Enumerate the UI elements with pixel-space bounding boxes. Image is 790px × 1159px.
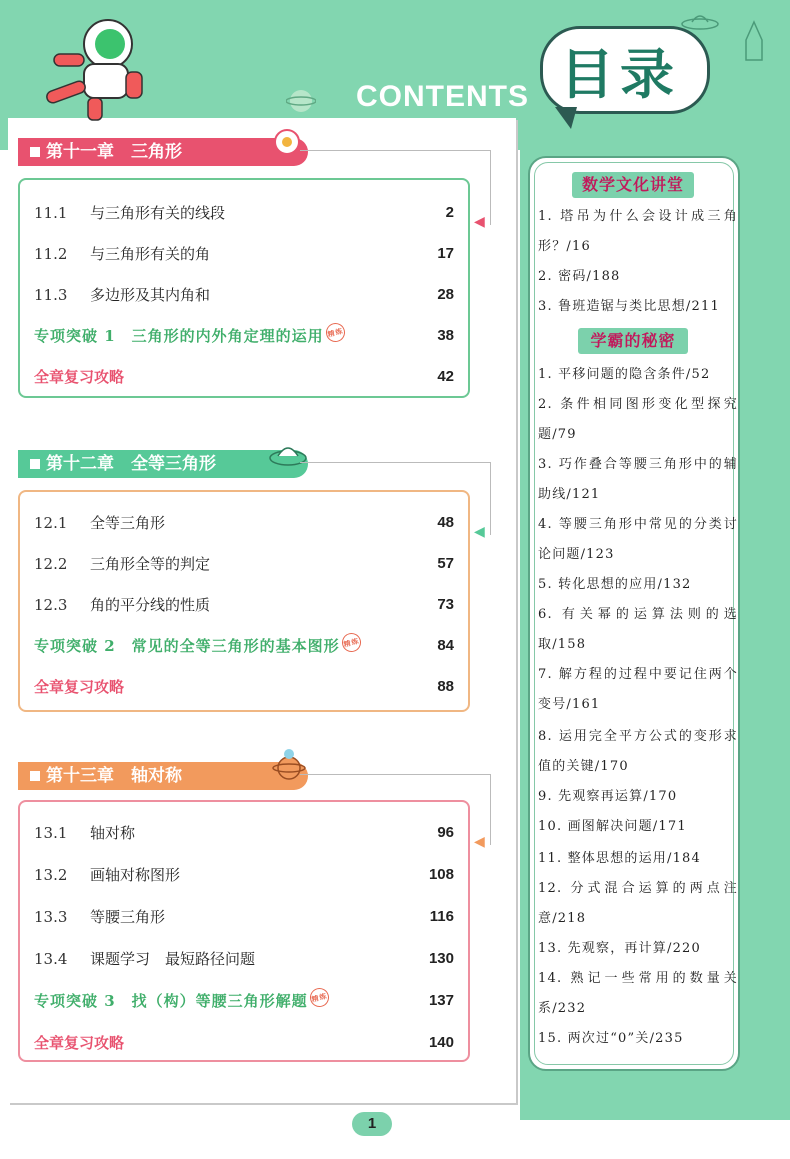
robot-icon bbox=[270, 124, 304, 162]
chapter-12-box bbox=[18, 490, 470, 712]
section-title: 角的平分线的性质 bbox=[90, 596, 211, 614]
section-title: 三角形全等的判定 bbox=[90, 555, 211, 573]
section-page: 116 bbox=[429, 908, 454, 925]
section-page: 17 bbox=[437, 245, 454, 262]
sidebar-item[interactable]: 6. 有关幂的运算法则的选取/158 bbox=[538, 607, 738, 652]
section-title: 与三角形有关的线段 bbox=[90, 204, 226, 222]
section-page: 96 bbox=[437, 824, 454, 841]
sidebar-item[interactable]: 12. 分式混合运算的两点注意/218 bbox=[538, 881, 738, 926]
sidebar-item[interactable]: 3. 鲁班造锯与类比思想/211 bbox=[538, 299, 720, 314]
chapter-title: 第十三章 轴对称 bbox=[46, 766, 182, 786]
arrow-left-icon: ◀ bbox=[474, 834, 485, 850]
contents-title: CONTENTS bbox=[356, 80, 529, 113]
section-row[interactable] bbox=[34, 241, 454, 267]
square-bullet-icon bbox=[30, 147, 40, 157]
sidebar-item[interactable]: 1. 塔吊为什么会设计成三角形？/16 bbox=[538, 209, 738, 254]
section-title: 轴对称 bbox=[90, 824, 136, 842]
special-topic-row[interactable] bbox=[34, 988, 454, 1014]
special-topic-row[interactable] bbox=[34, 323, 454, 349]
sidebar-item[interactable]: 3. 巧作叠合等腰三角形中的辅助线/121 bbox=[538, 457, 738, 502]
special-topic-title: 专项突破 3 找（构）等腰三角形解题 精练 bbox=[34, 988, 329, 1014]
sidebar-item[interactable]: 7. 解方程的过程中要记住两个变号/161 bbox=[538, 667, 738, 712]
chapter-13-tag[interactable] bbox=[18, 762, 308, 790]
stamp-icon: 精练 bbox=[324, 321, 347, 344]
review-page: 42 bbox=[437, 368, 454, 385]
section-number: 13.1 bbox=[34, 824, 68, 842]
sidebar-item[interactable]: 1. 平移问题的隐含条件/52 bbox=[538, 367, 711, 382]
section-row[interactable] bbox=[34, 510, 454, 536]
section-number: 12.2 bbox=[34, 555, 68, 573]
sidebar-item[interactable]: 2. 密码/188 bbox=[538, 269, 621, 284]
sidebar-item[interactable]: 14. 熟记一些常用的数量关系/232 bbox=[538, 971, 738, 1016]
page-title: 目录 bbox=[560, 43, 680, 106]
section-number: 12.1 bbox=[34, 514, 68, 532]
special-topic-row[interactable] bbox=[34, 633, 454, 659]
chapter-title: 第十一章 三角形 bbox=[46, 142, 182, 162]
review-page: 88 bbox=[437, 678, 454, 695]
sidebar-item[interactable]: 13. 先观察，再计算/220 bbox=[538, 941, 701, 956]
chapter-13-box bbox=[18, 800, 470, 1062]
section-row[interactable] bbox=[34, 862, 454, 888]
section-title: 等腰三角形 bbox=[90, 908, 166, 926]
review-title: 全章复习攻略 bbox=[34, 368, 125, 386]
planet-icon bbox=[286, 86, 316, 116]
section-page: 48 bbox=[437, 514, 454, 531]
arrow-left-icon: ◀ bbox=[474, 214, 485, 230]
stamp-icon: 精练 bbox=[340, 631, 363, 654]
chapter-11-tag[interactable] bbox=[18, 138, 308, 166]
review-page: 140 bbox=[428, 1034, 454, 1051]
section-row[interactable] bbox=[34, 200, 454, 226]
sidebar-item[interactable]: 11. 整体思想的运用/184 bbox=[538, 851, 701, 866]
chapter-title: 第十二章 全等三角形 bbox=[46, 454, 216, 474]
sidebar-item[interactable]: 5. 转化思想的应用/132 bbox=[538, 577, 692, 592]
stamp-icon: 精练 bbox=[308, 986, 331, 1009]
sidebar-item[interactable]: 8. 运用完全平方公式的变形求值的关键/170 bbox=[538, 729, 738, 774]
chapter-12-tag[interactable] bbox=[18, 450, 308, 478]
square-bullet-icon bbox=[30, 459, 40, 469]
sidebar-heading-culture: 数学文化讲堂 bbox=[572, 172, 694, 198]
section-number: 11.3 bbox=[34, 286, 68, 304]
sidebar-item[interactable]: 10. 画图解决问题/171 bbox=[538, 819, 687, 834]
review-row[interactable] bbox=[34, 674, 454, 700]
section-row[interactable] bbox=[34, 592, 454, 618]
section-page: 2 bbox=[445, 204, 454, 221]
rocket-icon bbox=[740, 20, 768, 70]
section-page: 73 bbox=[437, 596, 454, 613]
arrow-left-icon: ◀ bbox=[474, 524, 485, 540]
sidebar-item[interactable]: 4. 等腰三角形中常见的分类讨论问题/123 bbox=[538, 517, 738, 562]
section-page: 108 bbox=[428, 866, 454, 883]
sidebar-item[interactable]: 15. 两次过“0”关/235 bbox=[538, 1031, 684, 1046]
section-page: 28 bbox=[437, 286, 454, 303]
section-row[interactable] bbox=[34, 282, 454, 308]
section-number: 13.2 bbox=[34, 866, 68, 884]
section-page: 57 bbox=[437, 555, 454, 572]
square-bullet-icon bbox=[30, 771, 40, 781]
special-topic-page: 38 bbox=[437, 327, 454, 344]
special-topic-title: 专项突破 2 常见的全等三角形的基本图形 精练 bbox=[34, 633, 361, 659]
section-title: 全等三角形 bbox=[90, 514, 166, 532]
section-number: 11.2 bbox=[34, 245, 68, 263]
review-title: 全章复习攻略 bbox=[34, 1034, 125, 1052]
sidebar-heading-secrets: 学霸的秘密 bbox=[578, 328, 688, 354]
section-row[interactable] bbox=[34, 551, 454, 577]
astronaut-illustration bbox=[40, 14, 150, 124]
section-number: 11.1 bbox=[34, 204, 68, 222]
section-title: 与三角形有关的角 bbox=[90, 245, 211, 263]
section-row[interactable] bbox=[34, 820, 454, 846]
section-number: 12.3 bbox=[34, 596, 68, 614]
section-title: 画轴对称图形 bbox=[90, 866, 181, 884]
section-number: 13.4 bbox=[34, 950, 68, 968]
section-row[interactable] bbox=[34, 904, 454, 930]
special-topic-page: 137 bbox=[428, 992, 454, 1009]
review-title: 全章复习攻略 bbox=[34, 678, 125, 696]
review-row[interactable] bbox=[34, 364, 454, 390]
page-number: 1 bbox=[367, 1115, 377, 1132]
special-topic-page: 84 bbox=[437, 637, 454, 654]
special-topic-title: 专项突破 1 三角形的内外角定理的运用 精练 bbox=[34, 323, 345, 349]
sidebar-item[interactable]: 2. 条件相同图形变化型探究题/79 bbox=[538, 397, 738, 442]
section-number: 13.3 bbox=[34, 908, 68, 926]
section-title: 多边形及其内角和 bbox=[90, 286, 211, 304]
review-row[interactable] bbox=[34, 1030, 454, 1056]
section-row[interactable] bbox=[34, 946, 454, 972]
section-title: 课题学习 最短路径问题 bbox=[90, 950, 256, 968]
sidebar-item[interactable]: 9. 先观察再运算/170 bbox=[538, 789, 678, 804]
section-page: 130 bbox=[428, 950, 454, 967]
chapter-11-box bbox=[18, 178, 470, 398]
